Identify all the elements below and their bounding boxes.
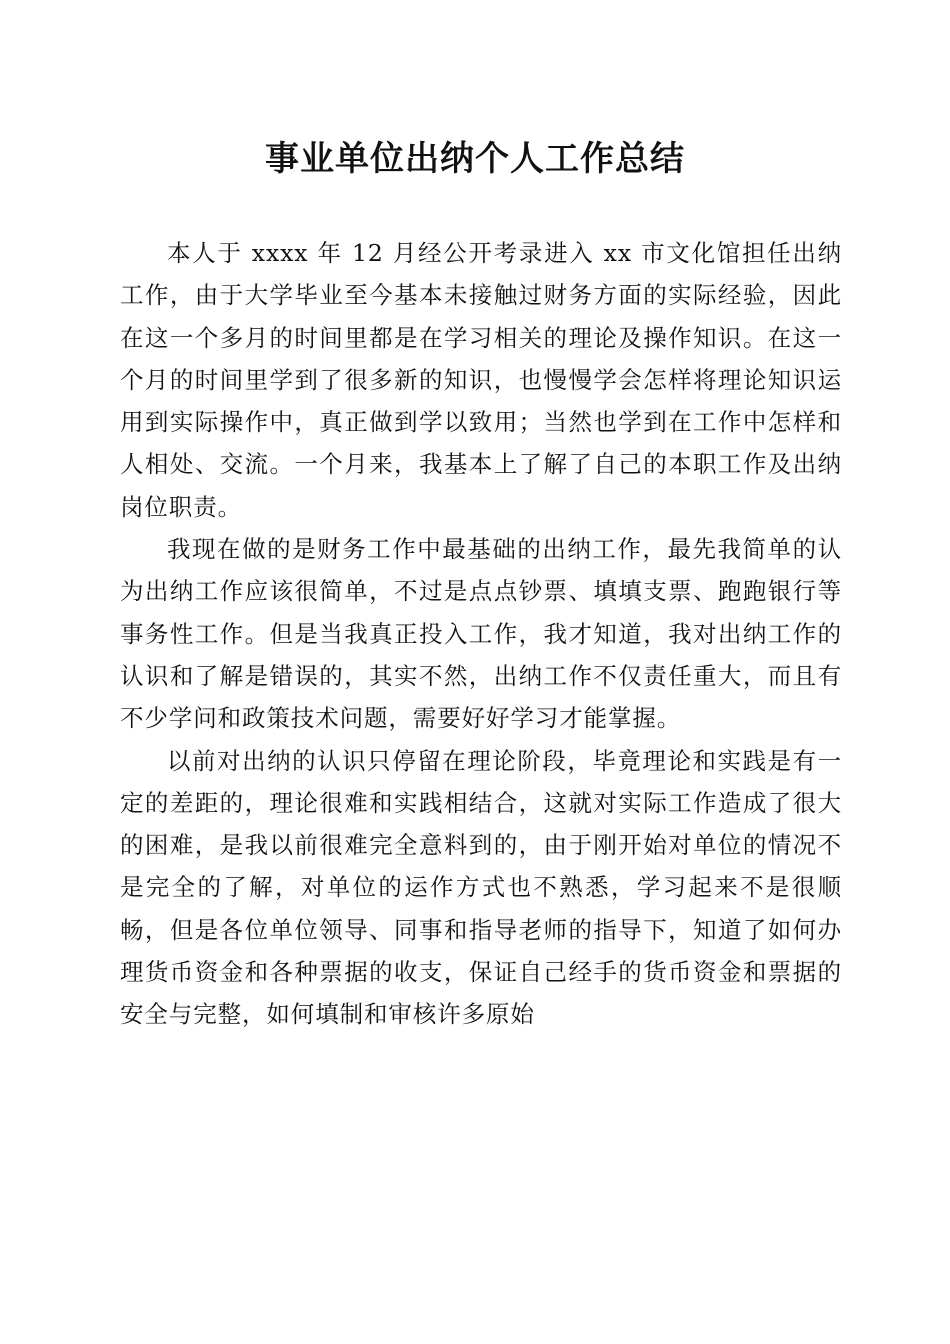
paragraph-2: 我现在做的是财务工作中最基础的出纳工作，最先我简单的认为出纳工作应该很简单，不过是点点钞票、填填支票、跑跑银行等事务性工作。但是当我真正投入工作，我才知道，我对出纳工作的认识和了解是错误的，其实不然，出纳工作不仅责任重大，而且有不少学问和政策技术问题，需要好好学习才能掌握。 (120, 535, 842, 733)
document-body (120, 232, 842, 1036)
document-title: 事业单位出纳个人工作总结 (265, 139, 685, 179)
paragraph-3: 以前对出纳的认识只停留在理论阶段，毕竟理论和实践是有一定的差距的，理论很难和实践相结合，这就对实际工作造成了很大的困难，是我以前很难完全意料到的，由于刚开始对单位的情况不是完全的了解，对单位的运作方式也不熟悉，学习起来不是很顺畅，但是各位单位领导、同事和指导老师的指导下，知道了如何办理货币资金和各种票据的收支，保证自己经手的货币资金和票据的安全与完整，如何填制和审核许多原始 (120, 746, 842, 1029)
paragraph-1: 本人于 xxxx 年 12 月经公开考录进入 xx 市文化馆担任出纳工作，由于大学毕业至今基本未接触过财务方面的实际经验，因此在这一个多月的时间里都是在学习相关的理论及操作知识。在这一个月的时间里学到了很多新的知识，也慢慢学会怎样将理论知识运用到实际操作中，真正做到学以致用；当然也学到在工作中怎样和人相处、交流。一个月来，我基本上了解了自己的本职工作及出纳岗位职责。 (120, 239, 842, 521)
